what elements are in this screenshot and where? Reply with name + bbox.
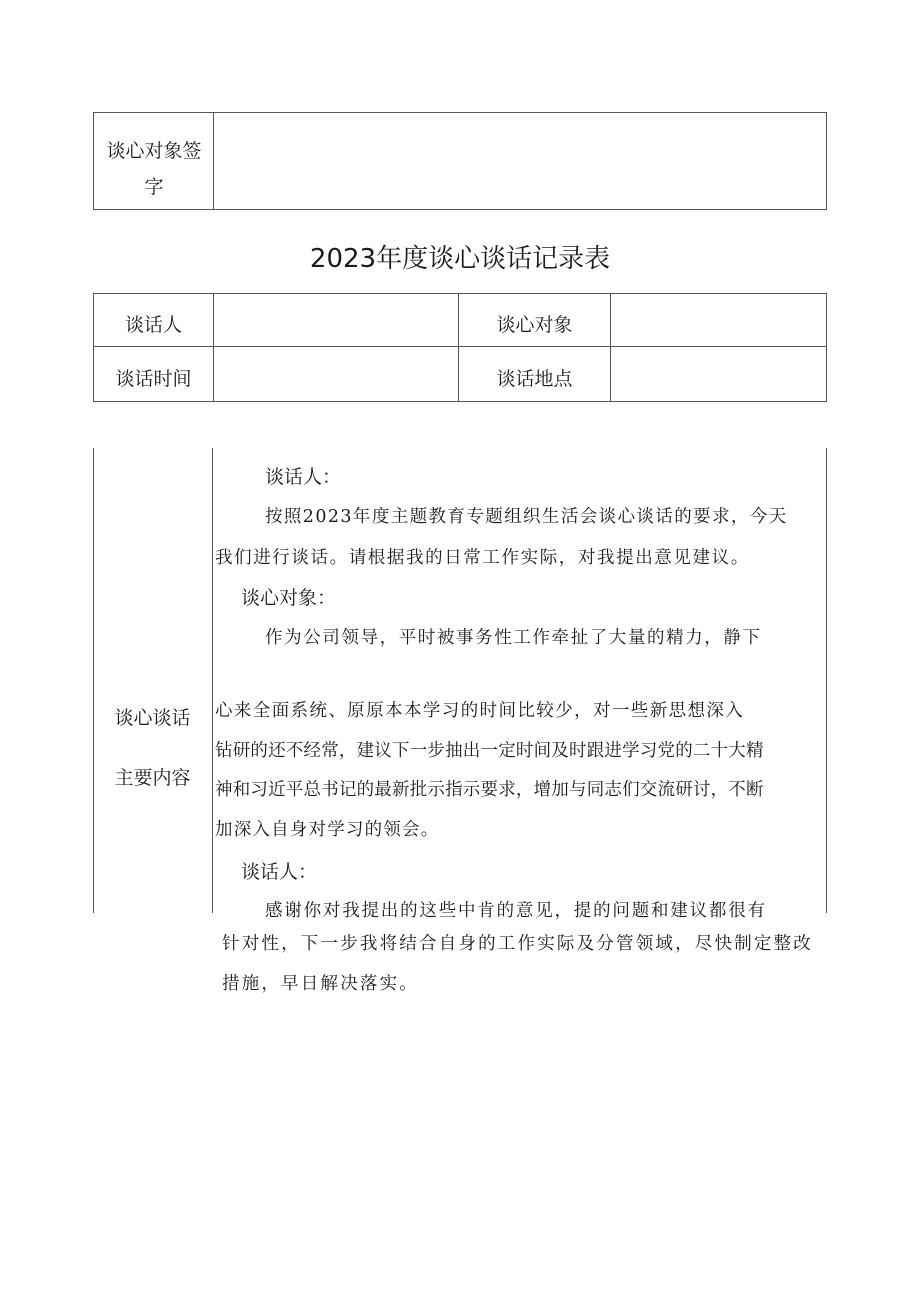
target-field[interactable]: [612, 296, 822, 344]
paragraph-line: 按照2023年度主题教育专题组织生活会谈心谈话的要求，今天: [265, 507, 788, 527]
table-divider: [610, 294, 611, 401]
speaker-label: 谈话人：: [241, 861, 318, 883]
paragraph-line: 作为公司领导，平时被事务性工作牵扯了大量的精力，静下: [265, 628, 762, 648]
table-divider: [94, 346, 826, 347]
speaker-label: 谈话人：: [265, 466, 342, 488]
time-label: 谈话时间: [115, 368, 192, 390]
paragraph-line: 针对性，下一步我将结合自身的工作实际及分管领域，尽快制定整改: [222, 934, 813, 954]
table-divider: [212, 448, 213, 913]
paragraph-line: 神和习近平总书记的最新批示指示要求，增加与同志们交流研讨，不断: [215, 780, 764, 800]
info-table: [93, 293, 827, 402]
signature-field[interactable]: [215, 115, 823, 207]
signature-label-line1: 谈心对象签: [106, 140, 202, 162]
content-side-label: [93, 688, 212, 808]
paragraph-line: 措施，早日解决落实。: [222, 974, 419, 994]
paragraph-line: 心来全面系统、原原本本学习的时间比较少，对一些新思想深入: [215, 701, 745, 721]
table-border: [93, 448, 94, 913]
paragraph-line: 钻研的还不经常，建议下一步抽出一定时间及时跟进学习党的二十大精: [215, 741, 764, 761]
page-title: 2023年度谈心谈话记录表: [309, 244, 611, 274]
signature-label-line2: 字: [144, 176, 164, 198]
table-border: [826, 448, 827, 913]
signature-label: [99, 133, 209, 205]
time-field[interactable]: [215, 349, 455, 399]
speaker-label: 谈心对象：: [241, 587, 337, 609]
talker-field[interactable]: [215, 296, 455, 344]
side-label-line2: 主要内容: [114, 767, 191, 789]
place-field[interactable]: [612, 349, 822, 399]
paragraph-line: 感谢你对我提出的这些中肯的意见，提的问题和建议都很有: [265, 901, 767, 921]
side-label-line1: 谈心谈话: [114, 707, 191, 729]
talker-label: 谈话人: [124, 314, 182, 336]
paragraph-line: 加深入自身对学习的领会。: [215, 820, 440, 840]
target-label: 谈心对象: [496, 314, 573, 336]
table-divider: [213, 294, 214, 401]
table-divider: [213, 113, 214, 209]
place-label: 谈话地点: [496, 368, 573, 390]
signature-table: [93, 112, 827, 210]
paragraph-line: 我们进行谈话。请根据我的日常工作实际，对我提出意见建议。: [215, 548, 750, 568]
